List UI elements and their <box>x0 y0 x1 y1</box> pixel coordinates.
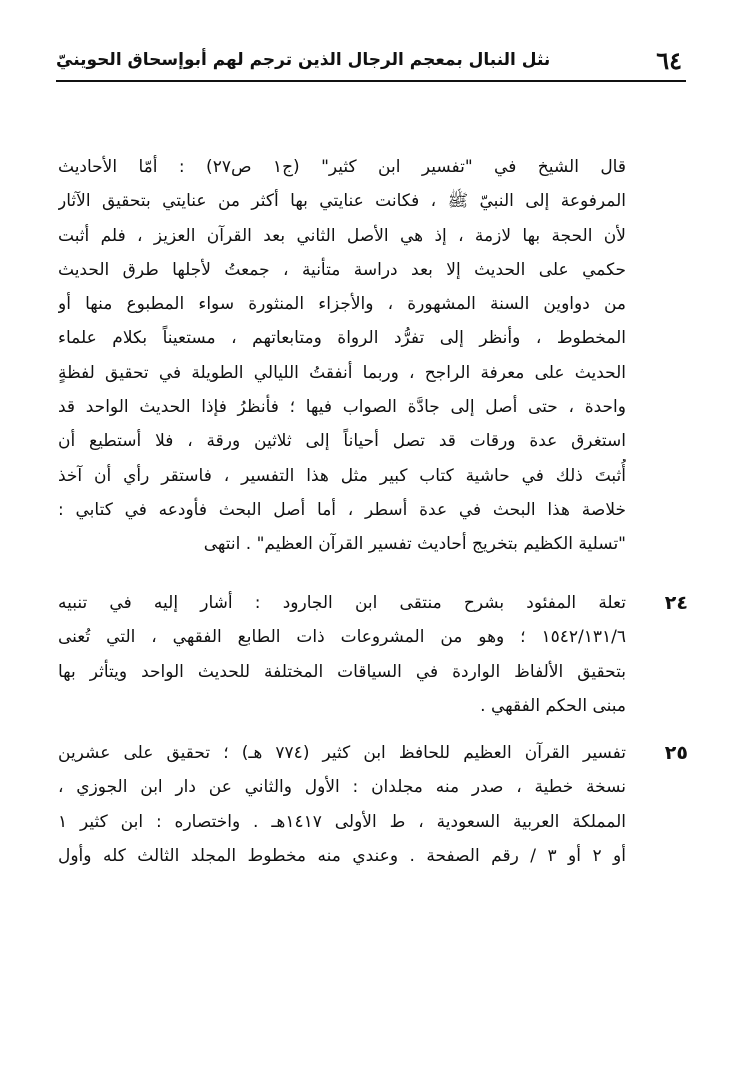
page-number: ٦٤ <box>656 46 682 75</box>
header-rule <box>56 80 686 82</box>
text-line: المرفوعة إلى النبيّ ﷺ ، فكانت عنايتي بها أكثر من عنايتي بتحقيق الآثار <box>58 191 626 212</box>
text-line: نسخة خطية ، صدر منه مجلدان : الأول والثاني عن دار ابن الجوزي ، <box>58 777 626 798</box>
text-line: المخطوط ، وأنظر إلى تفرُّد الرواة ومتابعاتهم ، مستعيناً بكلام علماء <box>58 328 626 349</box>
text-line: أو ٢ أو ٣ / رقم الصفحة . وعندي منه مخطوط المجلد الثالث كله وأول <box>58 845 626 866</box>
text-line: استغرق عدة ورقات قد تصل أحياناً إلى ثلاثين ورقة ، فلا أستطيع أن <box>58 431 626 452</box>
text-line: واحدة ، حتى أصل إلى جادَّة الصواب فيها ؛ فأنظرُ فإذا الحديث الواحد قد <box>58 397 626 418</box>
page-header <box>56 44 686 84</box>
text-line: تعلة المفئود بشرح منتقى ابن الجارود : أشار إليه في تنبيه <box>58 593 626 613</box>
text-line: المملكة العربية السعودية ، ط الأولى ١٤١٧هـ . واختصاره : ابن كثير ١ <box>58 811 626 832</box>
text-line: حكمي على الحديث إلا بعد دراسة متأنية ، جمعتُ لأجلها طرق الحديث <box>58 259 626 280</box>
text-line: مبنى الحكم الفقهي . <box>480 695 626 716</box>
quote-paragraph <box>58 150 626 562</box>
running-title: نثل النبال بمعجم الرجال الذين ترجم لهم أبوإسحاق الحوينيّ <box>56 50 551 70</box>
text-line: "تسلية الكظيم بتخريج أحاديث تفسير القرآن العظيم" . انتهى <box>203 534 626 555</box>
text-line: خلاصة هذا البحث في عدة أسطر ، أما أصل البحث فأودعه في كتابي : <box>58 499 626 520</box>
text-line: أُثبتَ ذلك في حاشية كتاب كبير مثل هذا التفسير ، فاستقر رأي أن آخذ <box>58 465 626 486</box>
text-line: تفسير القرآن العظيم للحافظ ابن كثير (٧٧٤ هـ) ؛ تحقيق على عشرين <box>58 743 626 763</box>
text-line: بتحقيق الألفاظ الواردة في السياقات المختلفة للحديث الواحد ويتأثر بها <box>58 661 626 682</box>
text-line: الحديث على معرفة الراجح ، وربما أنفقتُ الليالي الطويلة في تحقيق لفظةٍ <box>58 362 626 383</box>
entry-number: ٢٤ <box>664 592 688 614</box>
text-line: قال الشيخ في "تفسير ابن كثير" (ج١ ص٢٧) : أمّا الأحاديث <box>58 157 626 177</box>
entry-text <box>58 586 626 723</box>
text-line: ١٥٤٢/١٣١/٦ ؛ وهو من المشروعات ذات الطابع الفقهي ، التي تُعنى <box>58 627 626 648</box>
text-line: لأن الحجة بها لازمة ، إذ هي الأصل الثاني بعد القرآن العزيز ، فلم أثبت <box>58 225 626 246</box>
entry-text <box>58 736 626 873</box>
text-line: من دواوين السنة المشهورة ، والأجزاء المنثورة سواء المطبوع منها أو <box>58 294 626 315</box>
entry-number: ٢٥ <box>664 742 688 764</box>
